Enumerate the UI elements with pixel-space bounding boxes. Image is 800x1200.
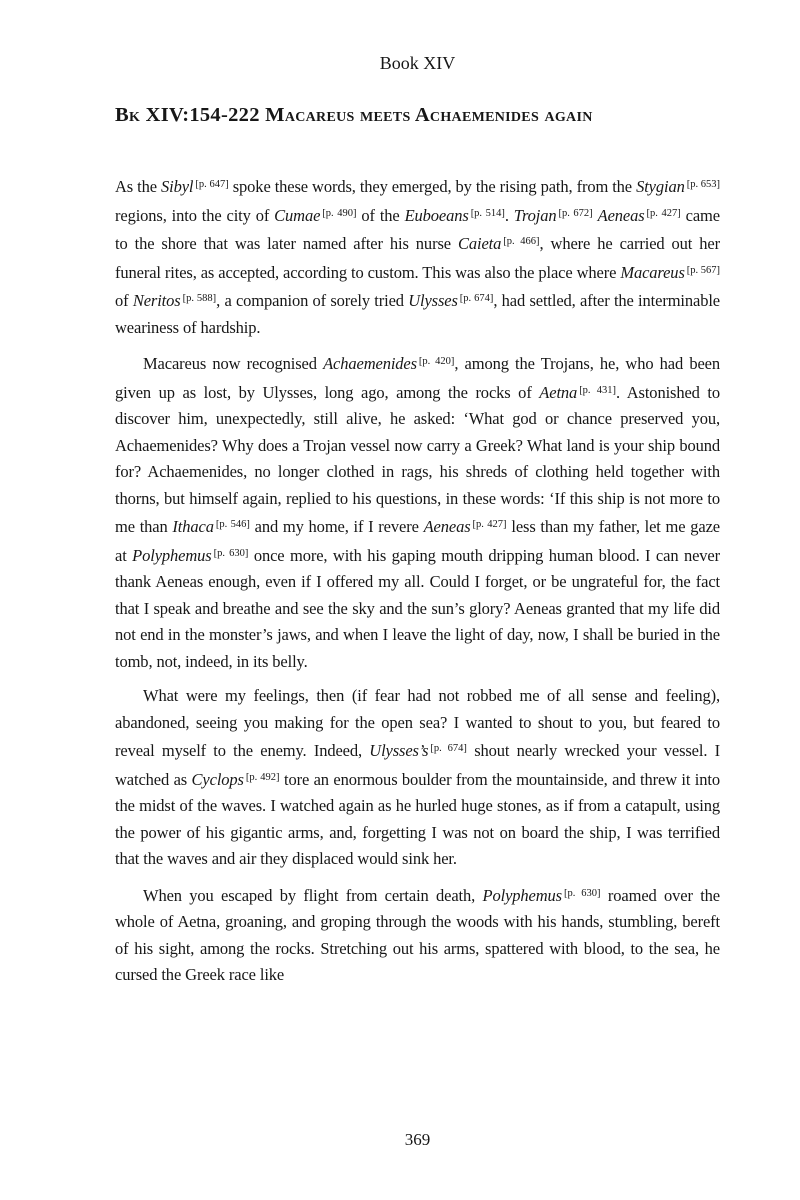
page-reference: [p. 514] xyxy=(470,207,505,219)
page-reference: [p. 630] xyxy=(563,887,601,899)
text-run: of the xyxy=(356,205,405,225)
page-reference: [p. 546] xyxy=(215,519,250,530)
page-reference: [p. 653] xyxy=(686,179,721,190)
proper-noun: Aetna xyxy=(539,382,578,402)
text-run: tore an enormous boulder from the mountainside, and threw it into the midst of the waves. I watched again as he hurled huge stones, as if from a catapult, using the power of his gigantic arms, and, forgetting I was not on board the ship, I was terrified that the waves and air they displaced would sink her. xyxy=(115,769,720,868)
proper-noun: Stygian xyxy=(636,177,685,196)
proper-noun: Caieta xyxy=(457,234,502,253)
section-heading: Bk XIV:154-222 Macareus meets Achaemenides again xyxy=(115,104,593,126)
text-run: spoke these words, they emerged, by the rising path, from the xyxy=(228,177,637,196)
paragraph xyxy=(115,683,720,873)
text-run: , had settled, after the interminable weariness of hardship. xyxy=(115,291,720,337)
page-reference: [p. 630] xyxy=(213,547,249,559)
page-reference: [p. 674] xyxy=(459,293,494,304)
page-reference: [p. 466] xyxy=(503,236,540,247)
text-run: , a companion of sorely tried xyxy=(216,291,409,310)
text-run: regions, into the city of xyxy=(115,205,275,225)
proper-noun: Cumae xyxy=(274,205,321,225)
page-reference: [p. 674] xyxy=(430,743,467,754)
text-run: shout nearly wrecked your vessel. I watched as xyxy=(115,741,720,789)
proper-noun: Ithaca xyxy=(172,517,214,536)
page-reference: [p. 567] xyxy=(686,264,721,276)
text-run: . Astonished to discover him, unexpectedly, still alive, he asked: ‘What god or chance preserved you, Achaemenides? Why does a Trojan vessel now carry a Greek? What land is your ship bound for? Achaemenides, no longer clothed in rags, his shreds of clothing held together with thorns, but himself again, replied to his questions, in these words: ‘If this ship is not more to me than xyxy=(115,382,720,536)
page-reference: [p. 420] xyxy=(418,356,455,367)
text-run: , where he carried out her funeral rites, as accepted, according to custom. This was also the place where xyxy=(115,234,720,282)
proper-noun: Polyphemus xyxy=(482,885,562,905)
page-reference: [p. 647] xyxy=(195,179,229,190)
text-run: What were my feelings, then (if fear had not robbed me of all sense and feeling), abandoned, seeing you making for the open sea? I wanted to shout to you, but feared to reveal myself to the enemy. Indeed, xyxy=(115,686,720,760)
paragraph xyxy=(115,349,720,675)
text-run: As the xyxy=(115,177,161,196)
paragraph xyxy=(115,172,720,341)
page-reference: [p. 431] xyxy=(579,384,617,396)
proper-noun: Macareus xyxy=(620,262,685,282)
page-reference: [p. 492] xyxy=(245,771,280,783)
text-run: When you escaped by flight from certain death, xyxy=(143,885,483,905)
proper-noun: Euboeans xyxy=(404,205,469,225)
proper-noun: Polyphemus xyxy=(132,545,212,565)
text-column xyxy=(115,53,720,989)
page-reference: [p. 672] xyxy=(558,207,593,219)
paragraph xyxy=(115,881,720,989)
page-reference: [p. 427] xyxy=(646,207,681,219)
proper-noun: Achaemenides xyxy=(323,354,417,373)
page-reference: [p. 588] xyxy=(182,293,217,304)
page-reference: [p. 490] xyxy=(322,207,357,219)
proper-noun: Neritos xyxy=(132,291,181,310)
proper-noun: Cyclops xyxy=(191,769,244,789)
text-run: once more, with his gaping mouth dripping human blood. I can never thank Aeneas enough, even if I offered my all. Could I forget, or be ungrateful for, the fact that I speak and breathe and see the sky and the sun’s glory? Aeneas granted that my life did not end in the monster’s jaws, and when I leave the light of day, now, I shall be buried in the tomb, not, indeed, in its belly. xyxy=(115,545,720,671)
proper-noun: Trojan xyxy=(513,205,557,225)
proper-noun: Aeneas xyxy=(423,517,471,536)
body-text xyxy=(115,172,720,989)
text-run: and my home, if I revere xyxy=(249,517,424,536)
text-run: came to the shore that was later named after his nurse xyxy=(115,205,720,253)
page-number: 369 xyxy=(404,1130,431,1149)
text-run: roamed over the whole of Aetna, groaning, and groping through the woods with his hands, stumbling, bereft of his sight, among the rocks. Stretching out his arms, spattered with blood, to the sea, he cursed the Greek race like xyxy=(115,885,720,984)
proper-noun: Ulysses’s xyxy=(369,741,429,760)
proper-noun: Ulysses xyxy=(408,291,458,310)
text-run: of xyxy=(115,291,133,310)
text-run: , among the Trojans, he, who had been given up as lost, by Ulysses, long ago, among the rocks of xyxy=(115,354,720,402)
text-run: . xyxy=(504,205,514,225)
text-run: Macareus now recognised xyxy=(143,354,324,373)
proper-noun: Sibyl xyxy=(161,177,194,196)
running-header: Book XIV xyxy=(379,53,456,73)
proper-noun: Aeneas xyxy=(597,205,645,225)
page-reference: [p. 427] xyxy=(472,519,507,530)
text-run: less than my father, let me gaze at xyxy=(115,517,720,565)
